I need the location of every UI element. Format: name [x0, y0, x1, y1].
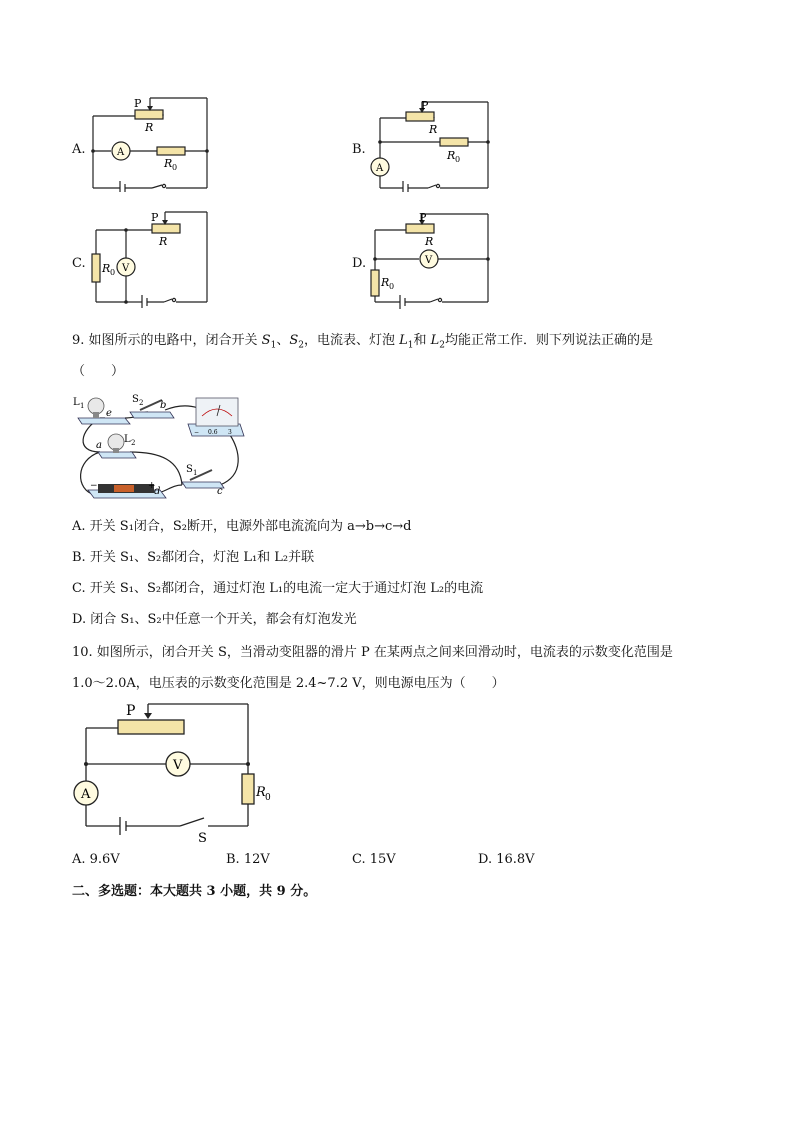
q10-fig-R0: R [256, 785, 266, 800]
circuit-d [368, 210, 493, 310]
q9-fig-d: d [154, 486, 161, 497]
q10-fig-voltmeter: V [173, 758, 183, 773]
d-R0: R [381, 276, 390, 289]
q9-fig-minus: − [90, 481, 98, 491]
q9-fig-S1-sub: 1 [193, 469, 198, 477]
q9-fig-c: c [217, 486, 223, 497]
q9-option-a: A. 开关 S₁闭合，S₂断开，电源外部电流流向为 a→b→c→d [72, 519, 412, 534]
q10-fig-S: S [198, 831, 207, 844]
q9-fig-L1: L [73, 397, 80, 408]
q9-fig-S2-sub: 2 [139, 399, 144, 407]
q9-fig-L2: L [124, 434, 131, 445]
q9-stem-part3: 均能正常工作．则下列说法正确的是 [445, 333, 654, 348]
circuit-a [90, 94, 215, 192]
q9-l2: L [430, 333, 440, 348]
a-ammeter: A [117, 147, 125, 158]
q9-option-d: D. 闭合 S₁、S₂中任意一个开关，都会有灯泡发光 [72, 612, 357, 627]
option-a-label: A. [72, 142, 86, 157]
q9-fig-S1: S [186, 464, 193, 475]
q9-l1: L [399, 333, 408, 348]
q10-figure [70, 696, 280, 844]
d-P: P [419, 211, 427, 224]
a-P: P [134, 97, 142, 110]
q9-paren: （ ） [72, 364, 125, 379]
d-R0-sub: 0 [389, 282, 395, 291]
option-c-label: C. [72, 256, 86, 271]
q9-fig-meter-minus: − [194, 429, 200, 436]
q9-stem-part2: ，电流表、灯泡 [303, 333, 400, 348]
q9-figure [70, 390, 250, 508]
a-R0: R [164, 157, 173, 170]
c-P: P [151, 211, 159, 224]
q9-fig-meter-06: 0.6 [208, 429, 218, 436]
q9-stem [72, 333, 653, 354]
q9-s2: S [289, 333, 299, 348]
a-R0-sub: 0 [172, 163, 178, 172]
b-R0: R [447, 149, 456, 162]
q9-fig-e: e [106, 408, 112, 419]
c-R: R [159, 235, 168, 248]
d-R: R [425, 235, 434, 248]
c-R0-sub: 0 [110, 268, 116, 277]
q9-fig-a: a [96, 440, 102, 451]
b-R: R [429, 123, 438, 136]
q10-option-d: D. 16.8V [478, 852, 535, 867]
q9-stem-part1: 9. 如图所示的电路中，闭合开关 [72, 333, 262, 348]
q10-stem-line2: 1.0～2.0A，电压表的示数变化范围是 2.4~7.2 V，则电源电压为（ ） [72, 676, 505, 691]
q9-fig-meter-3: 3 [228, 429, 232, 436]
q9-fig-S2: S [132, 394, 139, 405]
c-voltmeter: V [122, 263, 130, 274]
q9-l1-sub: 1 [407, 340, 414, 351]
q9-s1-sub: 1 [270, 340, 277, 351]
q9-s2-sub: 2 [298, 340, 304, 351]
circuit-c [88, 208, 213, 308]
d-voltmeter: V [425, 255, 433, 266]
b-R0-sub: 0 [455, 155, 461, 164]
q10-fig-ammeter: A [81, 787, 91, 802]
q10-option-c: C. 15V [352, 852, 396, 867]
a-R: R [145, 121, 154, 134]
option-d-label: D. [352, 256, 367, 271]
q10-fig-P: P [126, 703, 136, 719]
q9-option-c: C. 开关 S₁、S₂都闭合，通过灯泡 L₁的电流一定大于通过灯泡 L₂的电流 [72, 581, 484, 596]
q10-fig-R0-sub: 0 [265, 793, 271, 803]
q9-s1: S [261, 333, 271, 348]
q10-option-a: A. 9.6V [72, 852, 120, 867]
q9-option-b: B. 开关 S₁、S₂都闭合，灯泡 L₁和 L₂并联 [72, 550, 315, 565]
section-2-heading: 二、多选题：本大题共 3 小题，共 9 分。 [72, 884, 317, 899]
circuit-b [368, 98, 493, 192]
b-P: P [421, 99, 429, 112]
q9-fig-L1-sub: 1 [80, 402, 85, 410]
q9-fig-b: b [160, 400, 167, 411]
q9-and: 和 [413, 333, 431, 348]
q9-fig-L2-sub: 2 [131, 439, 136, 447]
q9-sep: 、 [276, 333, 290, 348]
q10-option-b: B. 12V [226, 852, 270, 867]
q9-fig-plus: + [148, 481, 156, 491]
option-b-label: B. [352, 142, 366, 157]
b-ammeter: A [376, 163, 384, 174]
c-R0: R [102, 262, 111, 275]
q9-l2-sub: 2 [439, 340, 445, 351]
q10-stem-line1: 10. 如图所示，闭合开关 S，当滑动变阻器的滑片 P 在某两点之间来回滑动时，电流表的示数变化范围是 [72, 645, 673, 660]
